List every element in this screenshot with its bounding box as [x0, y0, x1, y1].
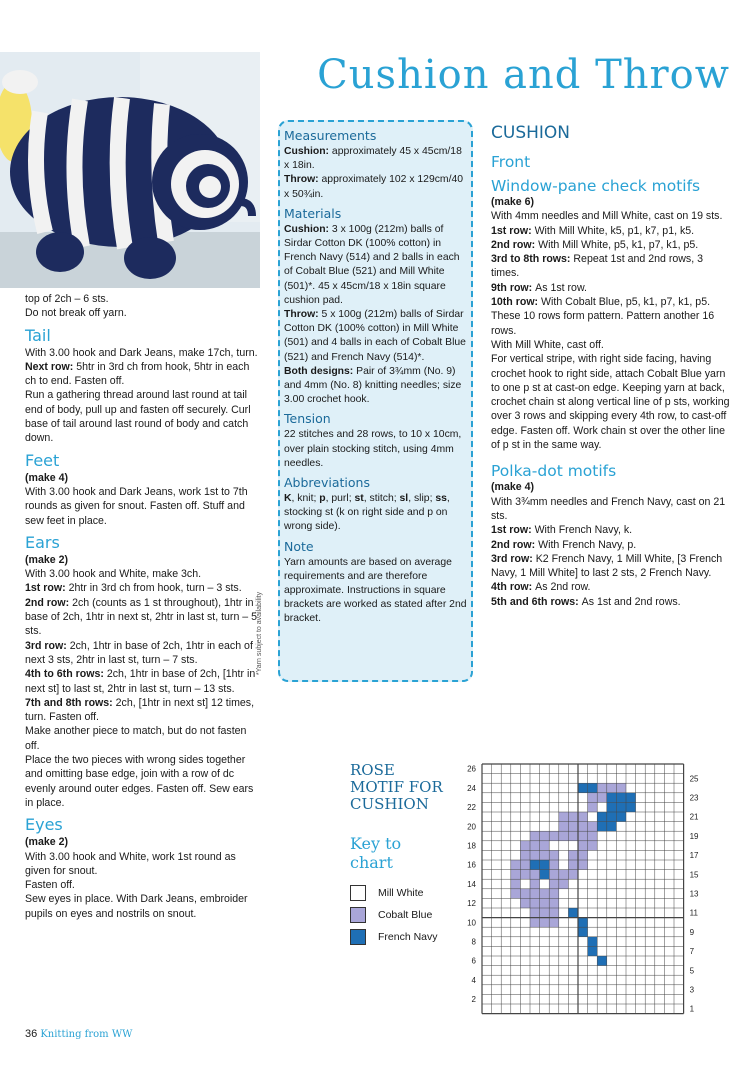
polka-dot-instruction: 3rd row: K2 French Navy, 1 Mill White, [3 French Navy, 1 Mill White] to last 2 sts, 2 French Navy. [491, 552, 723, 580]
cobalt-blue-stitch [549, 860, 559, 870]
cobalt-blue-stitch [578, 831, 588, 841]
cobalt-blue-stitch [511, 870, 521, 880]
cobalt-blue-stitch [559, 812, 569, 822]
abbreviations-heading: Abbreviations [284, 475, 370, 491]
note-heading: Note [284, 538, 314, 554]
french-navy-stitch [578, 783, 588, 793]
eyes-instruction: Sew eyes in place. With Dark Jeans, embroider pupils on eyes and nostrils on snout. [25, 893, 248, 920]
cobalt-blue-stitch [559, 831, 569, 841]
french-navy-stitch [588, 946, 598, 956]
french-navy-stitch [597, 822, 607, 832]
polka-dot-heading: Polka-dot motifs [491, 462, 617, 481]
french-navy-stitch [607, 802, 617, 812]
materials-cushion: Cushion: 3 x 100g (212m) balls of Sirdar Cotton DK (100% cotton) in French Navy (514) and 2 balls in each of Cobalt Blue (521) and Mill White (501)*. 45 x 45cm/18 x 18in square cushion pad. [284, 223, 460, 306]
page-number: 36 [25, 1028, 38, 1040]
window-pane-instruction: 10th row: With Cobalt Blue, p5, k1, p7, k1, p5. [491, 296, 711, 309]
chart-row-label: 10 [467, 918, 476, 928]
chart-row-label: 5 [689, 966, 695, 976]
cobalt-blue-stitch [616, 783, 626, 793]
tension-heading: Tension [284, 411, 331, 427]
polka-dot-instruction: 4th row: As 2nd row. [491, 581, 591, 594]
french-navy-stitch [607, 812, 617, 822]
ears-instruction: Make another piece to match, but do not fasten off. [25, 725, 247, 752]
french-navy-stitch [597, 956, 607, 966]
materials-both: Both designs: Pair of 3¾mm (No. 9) and 4mm (No. 8) knitting needles; size 3.00 crochet hook. [284, 365, 462, 406]
key-mill-white: Mill White [350, 884, 460, 902]
cobalt-blue-stitch [588, 822, 598, 832]
eyes-heading: Eyes [25, 815, 63, 835]
window-pane-instruction: 9th row: As 1st row. [491, 281, 587, 294]
feet-heading: Feet [25, 450, 60, 470]
cobalt-blue-stitch [530, 841, 540, 851]
cobalt-blue-stitch [540, 850, 550, 860]
key-french-navy: French Navy [350, 928, 460, 946]
french-navy-stitch [578, 918, 588, 928]
cobalt-blue-stitch [559, 822, 569, 832]
polka-dot-make: (make 4) [491, 481, 534, 494]
page-title: Cushion and Throw [317, 52, 730, 98]
cobalt-blue-stitch [540, 898, 550, 908]
cobalt-blue-stitch [520, 841, 530, 851]
cobalt-blue-stitch [578, 812, 588, 822]
measurements-throw: Throw: approximately 102 x 129cm/40 x 50¾in. [284, 174, 464, 200]
french-navy-stitch [626, 802, 636, 812]
chart-row-label: 3 [689, 985, 695, 995]
window-pane-instruction: 3rd to 8th rows: Repeat 1st and 2nd rows, 3 times. [491, 253, 703, 280]
rose-motif-title: ROSE MOTIF FOR CUSHION [350, 761, 443, 813]
cobalt-blue-stitch [511, 860, 521, 870]
cobalt-blue-stitch [530, 870, 540, 880]
french-navy-stitch [616, 802, 626, 812]
cobalt-blue-stitch [520, 898, 530, 908]
chart-row-label: 7 [689, 947, 695, 957]
cobalt-blue-stitch [540, 918, 550, 928]
ears-make: (make 2) [25, 553, 68, 566]
french-navy-stitch [597, 812, 607, 822]
cobalt-blue-stitch [530, 889, 540, 899]
ears-instruction: Place the two pieces with wrong sides together and omitting base edge, join with a row of dc evenly around outer edges. Fasten off. Sew ears in place. [25, 754, 254, 809]
french-navy-stitch [616, 793, 626, 803]
french-navy-stitch [568, 908, 578, 918]
window-pane-heading: Window-pane check motifs [491, 177, 701, 195]
whale-photo [0, 52, 260, 288]
cobalt-blue-stitch [520, 860, 530, 870]
intro-line: top of 2ch – 6 sts. [25, 293, 109, 305]
cobalt-blue-stitch [559, 879, 569, 889]
chart-row-label: 16 [467, 860, 476, 870]
cobalt-blue-stitch [588, 831, 598, 841]
ears-instruction: 2nd row: 2ch (counts as 1 st throughout), 1htr in base of 2ch, 1htr in next st, 2htr in last st, turn – 5 sts. [25, 596, 258, 638]
french-navy-stitch [530, 860, 540, 870]
ears-instruction: 4th to 6th rows: 2ch, 1htr in base of 2ch, [1htr in next st] to last st, 2htr in last st, turn – 13 sts. [25, 668, 256, 695]
cobalt-blue-stitch [578, 822, 588, 832]
chart-row-label: 15 [689, 870, 699, 880]
rose-chart [458, 756, 718, 1026]
window-pane-instruction: For vertical stripe, with right side facing, having crochet hook to right side, attach Cobalt Blue yarn to one p st at cast-on edge. Keeping yarn at back, crochet chain st along vertical line of p sts, working over 3 rows and skipping every 4th row, to cast-off edge. Fasten off. Work chain st over the other line of p st in the same way. [491, 353, 730, 452]
cobalt-blue-stitch [530, 898, 540, 908]
polka-dot-instruction: With 3¾mm needles and French Navy, cast on 21 sts. [491, 495, 726, 522]
cobalt-blue-stitch [568, 850, 578, 860]
cobalt-blue-stitch [520, 889, 530, 899]
chart-row-label: 1 [689, 1004, 695, 1014]
cobalt-blue-stitch [568, 822, 578, 832]
yarn-availability-note: *Yarn subject to availability [256, 591, 264, 676]
polka-dot-instruction: 2nd row: With French Navy, p. [491, 538, 637, 551]
french-navy-stitch [588, 937, 598, 947]
cobalt-blue-stitch [588, 841, 598, 851]
materials-throw: Throw: 5 x 100g (212m) balls of Sirdar Cotton DK (100% cotton) in Mill White (501) and 4 balls in each of Cobalt Blue (521) and French Navy (514)*. [284, 309, 466, 363]
cobalt-blue-stitch [520, 850, 530, 860]
chart-row-label: 23 [689, 793, 699, 803]
cobalt-blue-stitch [588, 802, 598, 812]
chart-row-label: 12 [467, 899, 476, 909]
chart-row-label: 20 [467, 822, 476, 832]
window-pane-make: (make 6) [491, 196, 534, 208]
cobalt-blue-stitch [578, 841, 588, 851]
measurements-heading: Measurements [284, 128, 377, 143]
cobalt-blue-stitch [540, 831, 550, 841]
window-pane-instruction: These 10 rows form pattern. Pattern another 16 rows. [491, 310, 715, 337]
cobalt-blue-stitch [597, 793, 607, 803]
cobalt-blue-stitch [568, 860, 578, 870]
french-navy-stitch [588, 783, 598, 793]
swatch-french-navy [350, 929, 366, 945]
cobalt-blue-stitch [520, 870, 530, 880]
cobalt-blue-stitch [568, 870, 578, 880]
chart-row-label: 14 [467, 879, 476, 889]
tail-instruction: Run a gathering thread around last round at tail end of body, pull up and fasten off securely. Curl base of tail around last round of body and catch down. [25, 389, 251, 445]
cobalt-blue-stitch [549, 831, 559, 841]
french-navy-stitch [607, 822, 617, 832]
key-title: Key to chart [350, 834, 402, 872]
cushion-heading: CUSHION [491, 123, 570, 143]
tension-text: 22 stitches and 28 rows, to 10 x 10cm, over plain stocking stitch, using 4mm needles. [284, 429, 462, 469]
tail-heading: Tail [25, 325, 51, 345]
cobalt-blue-stitch [530, 831, 540, 841]
feet-make: (make 4) [25, 471, 68, 484]
eyes-make: (make 2) [25, 836, 68, 849]
front-heading: Front [491, 153, 531, 171]
swatch-mill-white [350, 885, 366, 901]
chart-row-label: 9 [689, 927, 695, 937]
window-pane-instruction: With 4mm needles and Mill White, cast on 19 sts. [491, 210, 723, 223]
cobalt-blue-stitch [588, 793, 598, 803]
chart-row-label: 22 [467, 803, 476, 813]
cobalt-blue-stitch [530, 850, 540, 860]
info-box [278, 120, 473, 682]
cobalt-blue-stitch [549, 870, 559, 880]
eyes-instruction: Fasten off. [25, 879, 75, 892]
ears-heading: Ears [25, 532, 60, 552]
ears-instruction: With 3.00 hook and White, make 3ch. [25, 568, 202, 581]
cobalt-blue-stitch [559, 870, 569, 880]
right-column [491, 118, 731, 609]
chart-row-label: 21 [689, 812, 699, 822]
french-navy-stitch [616, 812, 626, 822]
chart-row-label: 8 [471, 937, 476, 947]
cobalt-blue-stitch [511, 879, 521, 889]
chart-row-label: 17 [689, 851, 699, 861]
polka-dot-instruction: 5th and 6th rows: As 1st and 2nd rows. [491, 595, 681, 608]
cobalt-blue-stitch [597, 783, 607, 793]
tail-instruction: With 3.00 hook and Dark Jeans, make 17ch, turn. [25, 346, 258, 359]
cobalt-blue-stitch [549, 908, 559, 918]
chart-row-label: 2 [471, 995, 476, 1005]
cobalt-blue-stitch [540, 908, 550, 918]
cobalt-blue-stitch [530, 908, 540, 918]
french-navy-stitch [578, 927, 588, 937]
cobalt-blue-stitch [578, 850, 588, 860]
publication-name: Knitting from WW [40, 1029, 133, 1040]
cobalt-blue-stitch [530, 918, 540, 928]
cobalt-blue-stitch [530, 879, 540, 889]
french-navy-stitch [540, 860, 550, 870]
eyes-instruction: With 3.00 hook and White, work 1st round as given for snout. [25, 850, 236, 877]
cobalt-blue-stitch [540, 889, 550, 899]
swatch-cobalt-blue [350, 907, 366, 923]
french-navy-stitch [540, 870, 550, 880]
chart-row-label: 24 [467, 783, 476, 793]
window-pane-instruction: 2nd row: With Mill White, p5, k1, p7, k1, p5. [491, 238, 699, 251]
footer [25, 1028, 132, 1040]
chart-row-label: 26 [467, 764, 476, 774]
chart-row-label: 13 [689, 889, 699, 899]
chart-row-label: 18 [467, 841, 476, 851]
cobalt-blue-stitch [549, 918, 559, 928]
left-column [25, 292, 261, 921]
ears-instruction: 7th and 8th rows: 2ch, [1htr in next st] 12 times, turn. Fasten off. [25, 696, 255, 724]
cobalt-blue-stitch [568, 812, 578, 822]
materials-heading: Materials [284, 205, 342, 221]
tail-instruction: Next row: 5htr in 3rd ch from hook, 5htr in each ch to end. Fasten off. [25, 360, 250, 388]
note-text: Yarn amounts are based on average requirements and are therefore approximate. Instructions in square brackets are worked as stated after 2nd bracket. [284, 556, 467, 625]
french-navy-stitch [607, 793, 617, 803]
chart-row-label: 25 [689, 774, 699, 784]
cobalt-blue-stitch [549, 889, 559, 899]
chart-row-label: 4 [471, 975, 476, 985]
cobalt-blue-stitch [511, 889, 521, 899]
cobalt-blue-stitch [549, 850, 559, 860]
window-pane-instruction: 1st row: With Mill White, k5, p1, k7, p1, k5. [491, 224, 695, 237]
cobalt-blue-stitch [549, 898, 559, 908]
measurements-cushion: Cushion: approximately 45 x 45cm/18 x 18in. [284, 146, 462, 172]
chart-row-label: 19 [689, 831, 699, 841]
chart-row-label: 6 [471, 956, 476, 966]
cobalt-blue-stitch [607, 783, 617, 793]
cobalt-blue-stitch [549, 879, 559, 889]
key-cobalt-blue: Cobalt Blue [350, 906, 460, 924]
abbreviations-text: K, knit; p, purl; st, stitch; sl, slip; ss, stocking st (k on right side and p on wrong side). [284, 493, 450, 533]
intro-line: Do not break off yarn. [25, 307, 127, 320]
polka-dot-instruction: 1st row: With French Navy, k. [491, 524, 633, 537]
feet-instruction: With 3.00 hook and Dark Jeans, work 1st to 7th rounds as given for snout. Fasten off. Stuff and sew feet in place. [25, 485, 248, 527]
cobalt-blue-stitch [540, 841, 550, 851]
cobalt-blue-stitch [568, 831, 578, 841]
french-navy-stitch [626, 793, 636, 803]
ears-instruction: 3rd row: 2ch, 1htr in base of 2ch, 1htr in each of next 3 sts, 2htr in last st, turn – 7 sts. [25, 639, 253, 666]
window-pane-instruction: With Mill White, cast off. [491, 338, 604, 351]
ears-instruction: 1st row: 2htr in 3rd ch from hook, turn – 3 sts. [25, 582, 242, 595]
cobalt-blue-stitch [578, 860, 588, 870]
chart-row-label: 11 [689, 908, 698, 918]
